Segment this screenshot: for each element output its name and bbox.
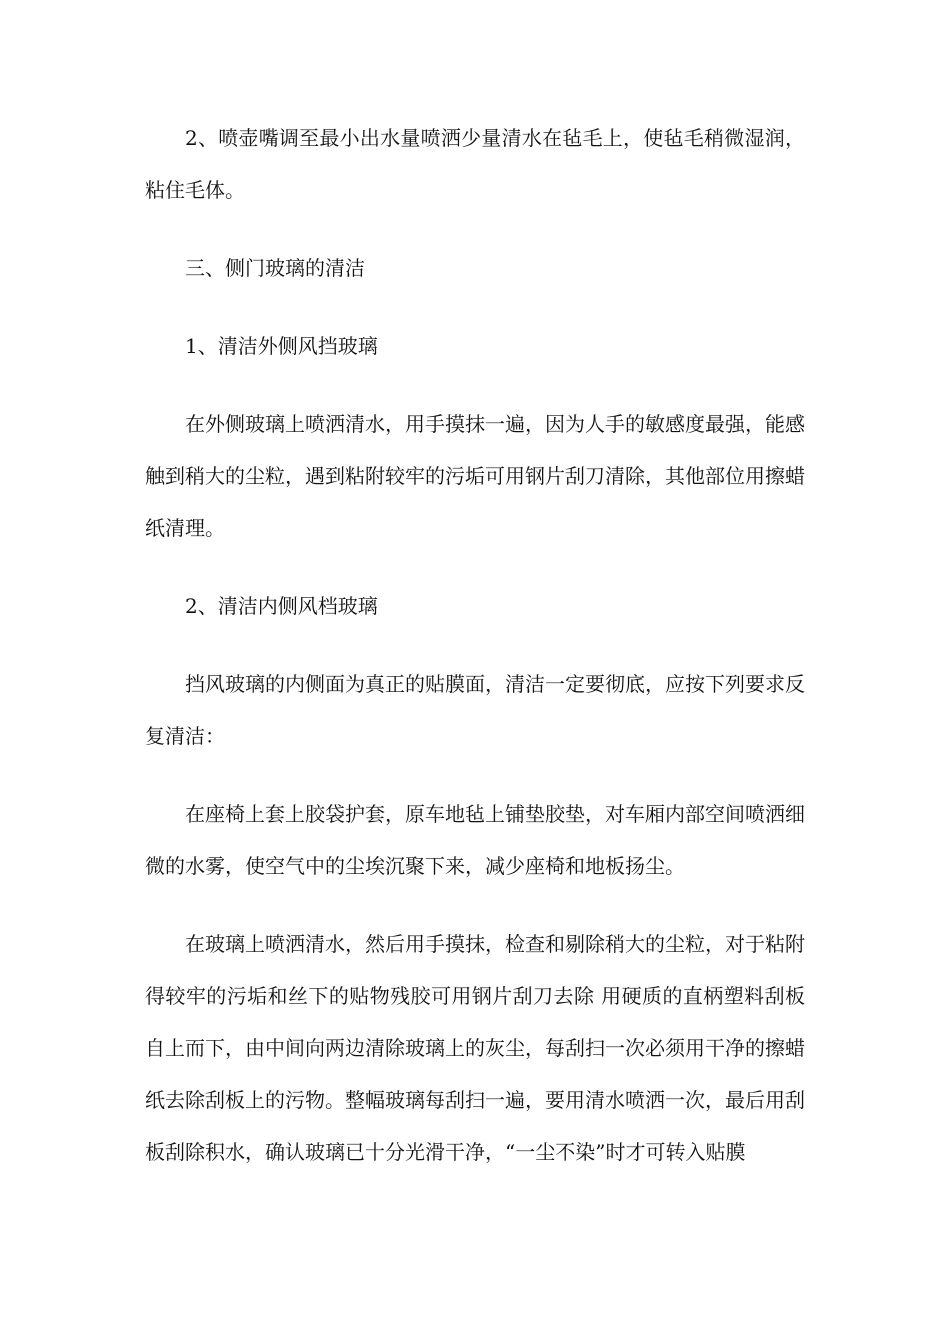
subheading-outer-windshield: 1、清洁外侧风挡玻璃: [185, 334, 378, 358]
paragraph-nozzle-adjust: 2、喷壶嘴调至最小出水量喷洒少量清水在毡毛上，使毡毛稍微湿润，粘住毛体。: [145, 126, 805, 202]
section-heading-side-door-glass: 三、侧门玻璃的清洁: [185, 256, 365, 280]
paragraph-seat-cover-mist: 在座椅上套上胶袋护套，原车地毡上铺垫胶垫，对车厢内部空间喷洒细微的水雾，使空气中的尘埃沉聚下来，减少座椅和地板扬尘。: [145, 802, 805, 878]
document-page: [145, 112, 805, 1178]
subheading-inner-windshield: 2、清洁内侧风档玻璃: [185, 594, 378, 618]
paragraph-inner-film-surface: 挡风玻璃的内侧面为真正的贴膜面，清洁一定要彻底，应按下列要求反复清洁：: [145, 672, 805, 748]
paragraph-glass-scraping-procedure: 在玻璃上喷洒清水，然后用手摸抹，检查和剔除稍大的尘粒，对于粘附得较牢的污垢和丝下的贴物残胶可用钢片刮刀去除 用硬质的直柄塑料刮板自上而下，由中间向两边清除玻璃上的灰尘，每刮扫一次必须用干净的擦蜡纸去除刮板上的污物。整幅玻璃每刮扫一遍，要用清水喷洒一次，最后用刮板刮除积水，确认玻璃已十分光滑干净，“一尘不染”时才可转入贴膜: [145, 932, 805, 1164]
paragraph-outer-glass-cleaning: 在外侧玻璃上喷洒清水，用手摸抹一遍，因为人手的敏感度最强，能感触到稍大的尘粒，遇到粘附较牢的污垢可用钢片刮刀清除，其他部位用擦蜡纸清理。: [145, 412, 805, 540]
